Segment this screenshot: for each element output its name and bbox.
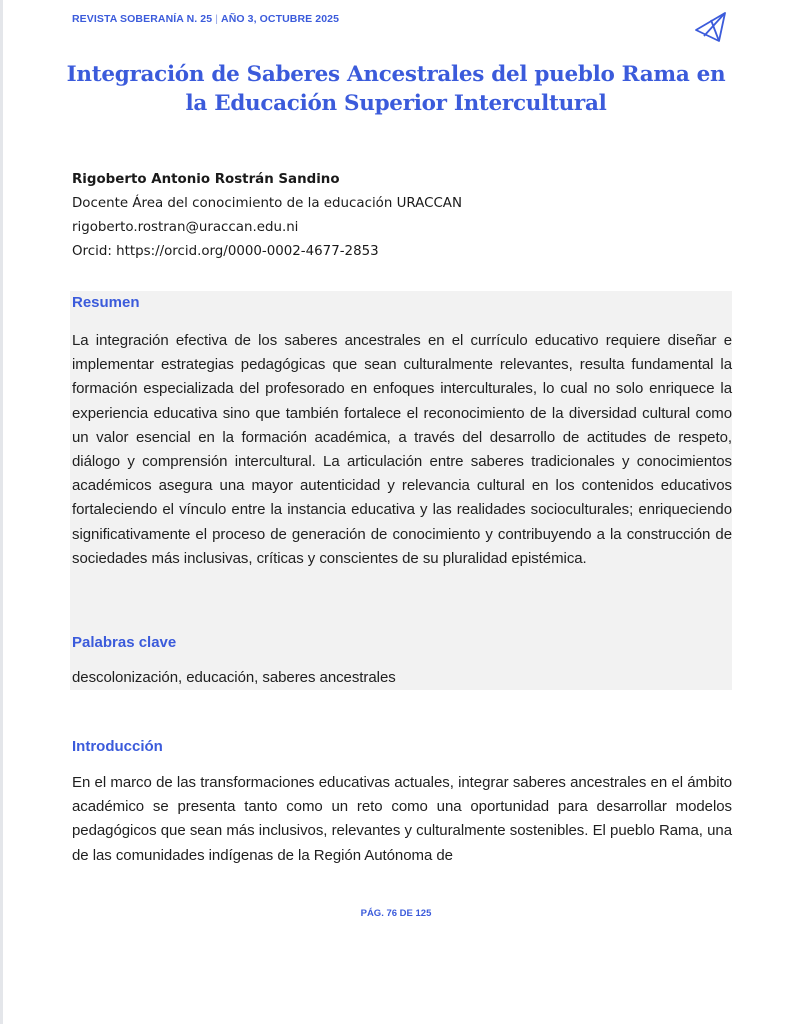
keywords-text: descolonización, educación, saberes ancestrales: [72, 669, 396, 686]
article-title: Integración de Saberes Ancestrales del pueblo Rama en la Educación Superior Intercultural: [66, 62, 726, 116]
header-separator: |: [215, 13, 219, 25]
author-block: [72, 168, 732, 264]
page-number: PÁG. 76 DE 125: [360, 908, 432, 919]
abstract-text: La integración efectiva de los saberes ancestrales en el currículo educativo requiere diseñar e implementar estrategias pedagógicas que sean culturalmente relevantes, resulta fundamental la formación especializada del profesorado en enfoques interculturales, lo cual no solo enriquece la experiencia educativa sino que también fortalece el reconocimiento de la diversidad cultural como un valor esencial en la formación académica, a través del desarrollo de actitudes de respeto, diálogo y comprensión intercultural. La articulación entre saberes tradicionales y conocimientos académicos asegura una mayor autenticidad y relevancia cultural en los contenidos educativos fortaleciendo el vínculo entre la instancia educativa y las realidades socioculturales; enriqueciendo significativamente el proceso de generación de conocimiento y contribuyendo a la construcción de sociedades más inclusivas, críticas y conscientes de su pluralidad epistémica.: [72, 332, 732, 567]
introduction-text: En el marco de las transformaciones educativas actuales, integrar saberes ancestrales en el ámbito académico se presenta tanto como un reto como una oportunidad para desarrollar modelos pedagógicos que sean más inclusivos, relevantes y culturalmente sostenibles. El pueblo Rama, una de las comunidades indígenas de la Región Autónoma de: [72, 774, 732, 864]
author-email[interactable]: rigoberto.rostran@uraccan.edu.ni: [72, 220, 299, 235]
author-affiliation: Docente Área del conocimiento de la educación URACCAN: [72, 196, 462, 211]
running-header: [72, 13, 339, 25]
kite-logo-icon: [692, 10, 728, 44]
keywords-heading: Palabras clave: [72, 634, 177, 651]
author-name: Rigoberto Antonio Rostrán Sandino: [72, 172, 340, 187]
introduction-heading: Introducción: [72, 738, 163, 755]
issue-info: AÑO 3, OCTUBRE 2025: [221, 13, 340, 25]
journal-name: REVISTA SOBERANÍA N. 25: [72, 13, 213, 25]
abstract-heading: Resumen: [72, 294, 140, 311]
author-orcid[interactable]: Orcid: https://orcid.org/0000-0002-4677-2853: [72, 244, 379, 259]
page-edge: [0, 0, 3, 1024]
